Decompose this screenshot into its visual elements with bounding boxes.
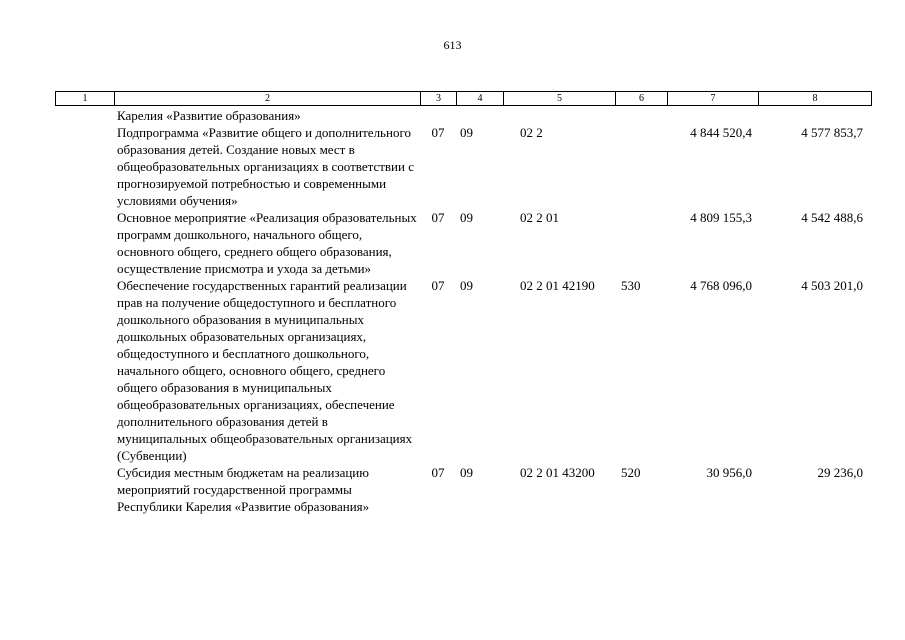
table-row — [55, 107, 871, 124]
cell-col8 — [758, 107, 868, 124]
cell-col4 — [456, 107, 503, 124]
table-row — [55, 209, 871, 277]
table-body — [55, 107, 871, 515]
cell-col4: 09 — [460, 210, 473, 225]
cell-col6 — [615, 209, 667, 277]
column-header: 3 — [421, 92, 457, 106]
column-header: 6 — [616, 92, 668, 106]
cell-col4: 09 — [460, 278, 473, 293]
column-header: 4 — [457, 92, 504, 106]
cell-col3: 07 — [431, 278, 445, 293]
column-header-table — [55, 91, 872, 106]
column-header: 7 — [668, 92, 759, 106]
cell-col1 — [55, 464, 114, 515]
cell-col7 — [667, 107, 758, 124]
cell-col5: 02 2 — [520, 125, 543, 140]
cell-description: Карелия «Развитие образования» — [117, 108, 301, 123]
cell-col7: 30 956,0 — [706, 465, 752, 480]
column-header: 2 — [115, 92, 421, 106]
cell-col5 — [503, 107, 615, 124]
cell-description: Основное мероприятие «Реализация образовательных программ дошкольного, начального общего, основного общего, среднего общего образования, осуществление присмотра и ухода за детьми» — [117, 210, 417, 276]
table-row — [55, 124, 871, 209]
cell-col3: 07 — [431, 125, 445, 140]
cell-col7: 4 809 155,3 — [690, 210, 752, 225]
column-header: 5 — [504, 92, 616, 106]
column-header: 8 — [759, 92, 872, 106]
cell-col6: 520 — [621, 465, 641, 480]
cell-col8: 4 542 488,6 — [801, 210, 863, 225]
cell-col3: 07 — [431, 465, 445, 480]
cell-col6: 530 — [621, 278, 641, 293]
cell-col1 — [55, 277, 114, 464]
table-row — [55, 464, 871, 515]
cell-col3 — [420, 107, 456, 124]
cell-description: Подпрограмма «Развитие общего и дополнительного образования детей. Создание новых мест в общеобразовательных организациях в соответствии с прогнозируемой потребностью и современными условиями обучения» — [117, 125, 414, 208]
column-header-row — [56, 92, 872, 106]
page-number: 613 — [443, 38, 462, 52]
cell-col1 — [55, 209, 114, 277]
cell-col1 — [55, 107, 114, 124]
cell-col5: 02 2 01 42190 — [520, 278, 595, 293]
cell-col8: 29 236,0 — [817, 465, 863, 480]
cell-col8: 4 503 201,0 — [801, 278, 863, 293]
table-row — [55, 277, 871, 464]
cell-description: Обеспечение государственных гарантий реализации прав на получение общедоступного и бесплатного дошкольного образования в муниципальных дошкольных образовательных организациях, общедоступного и бесплатного дошкольного, начального общего, основного общего, среднего общего образования в муниципальных общеобразовательных организациях, обеспечение дополнительного образования детей в муниципальных общеобразовательных организациях (Субвенции) — [117, 278, 413, 463]
cell-col1 — [55, 124, 114, 209]
cell-col5: 02 2 01 — [520, 210, 559, 225]
cell-col6 — [615, 124, 667, 209]
cell-col4: 09 — [460, 465, 473, 480]
cell-col7: 4 844 520,4 — [690, 125, 752, 140]
cell-col7: 4 768 096,0 — [690, 278, 752, 293]
cell-col8: 4 577 853,7 — [801, 125, 863, 140]
cell-col4: 09 — [460, 125, 473, 140]
cell-col6 — [615, 107, 667, 124]
cell-col5: 02 2 01 43200 — [520, 465, 595, 480]
cell-description: Субсидия местным бюджетам на реализацию мероприятий государственной программы Республики Карелия «Развитие образования» — [117, 465, 370, 514]
cell-col3: 07 — [431, 210, 445, 225]
column-header: 1 — [56, 92, 115, 106]
